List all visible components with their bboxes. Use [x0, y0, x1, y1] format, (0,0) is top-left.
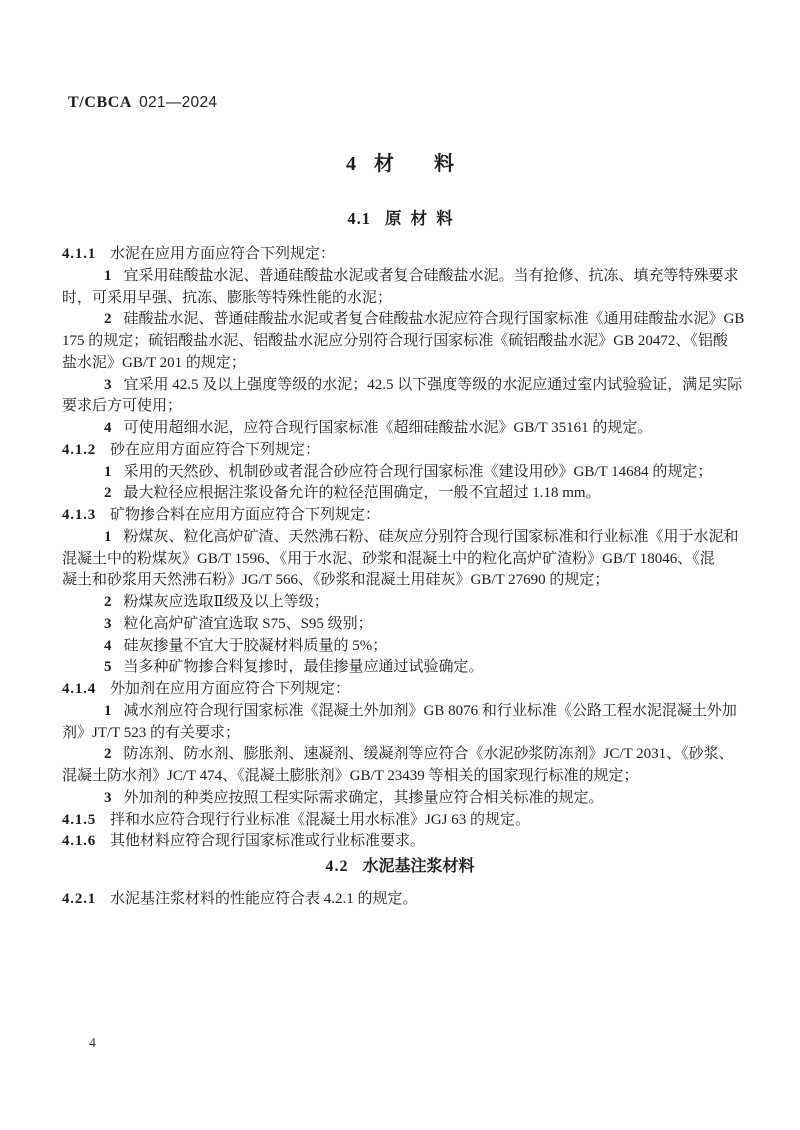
text-line	[62, 549, 715, 571]
clause-number: 4.1.1	[62, 246, 96, 262]
page-number: 4	[89, 1036, 96, 1051]
text-line	[62, 288, 708, 310]
clause-line	[62, 889, 708, 911]
list-item-line	[62, 788, 708, 810]
section-number: 4.1	[347, 209, 371, 228]
line-text: 粉煤灰、粒化高炉矿渣、天然沸石粉、硅灰应分别符合现行国家标准和行业标准《用于水泥和	[123, 528, 739, 545]
list-item-line	[62, 266, 739, 288]
section-number: 4.2	[325, 858, 349, 875]
line-text: 当多种矿物掺合料复掺时，最佳掺量应通过试验确定。	[123, 659, 484, 676]
line-text: 混凝土防水剂》JC/T 474、《混凝土膨胀剂》GB/T 23439 等相关的国家现行标准的规定；	[62, 768, 639, 784]
body-section-4-1	[62, 244, 745, 853]
clause-number: 2	[104, 746, 112, 763]
text-line	[62, 723, 708, 745]
line-text: 混凝土中的粉煤灰》GB/T 1596、《用于水泥、砂浆和混凝土中的粒化高炉矿渣粉》GB/T 18046、《混	[62, 550, 715, 567]
line-text: 防冻剂、防水剂、膨胀剂、速凝剂、缓凝剂等应符合《水泥砂浆防冻剂》JC/T 2031、《砂浆、	[123, 746, 734, 763]
body-section-4-2	[62, 889, 708, 911]
line-text: 外加剂的种类应按照工程实际需求确定，其掺量应符合相关标准的规定。	[123, 789, 604, 806]
line-text: 硅酸盐水泥、普通硅酸盐水泥或者复合硅酸盐水泥应符合现行国家标准《通用硅酸盐水泥》GB	[123, 311, 745, 328]
clause-number: 1	[104, 267, 112, 284]
chapter-number: 4	[346, 153, 356, 175]
line-text: 减水剂应符合现行国家标准《混凝土外加剂》GB 8076 和行业标准《公路工程水泥混凝土外加	[123, 702, 737, 719]
list-item-line	[62, 462, 713, 484]
list-item-line	[62, 657, 708, 679]
list-item-line	[62, 483, 708, 505]
list-item-line	[62, 701, 737, 723]
line-text: 最大粒径应根据注浆设备允许的粒径范围确定，一般不宜超过 1.18 mm。	[123, 485, 601, 502]
line-text: 宜采用硅酸盐水泥、普通硅酸盐水泥或者复合硅酸盐水泥。当有抢修、抗冻、填充等特殊要求	[123, 267, 739, 284]
list-item-line	[62, 309, 745, 331]
list-item-line	[62, 375, 743, 397]
text-line	[62, 766, 708, 788]
line-text: 砂在应用方面应符合下列规定：	[110, 441, 321, 458]
clause-line	[62, 505, 708, 527]
line-text: 拌和水应符合现行行业标准《混凝土用水标准》JGJ 63 的规定。	[110, 811, 531, 828]
clause-number: 4.1.3	[62, 507, 96, 523]
text-line	[62, 396, 708, 418]
line-text: 盐水泥》GB/T 201 的规定；	[62, 354, 246, 371]
list-item-line	[62, 418, 708, 440]
line-text: 可使用超细水泥，应符合现行国家标准《超细硅酸盐水泥》GB/T 35161 的规定。	[123, 420, 653, 436]
standard-number: 021—2024	[139, 94, 218, 111]
line-text: 水泥基注浆材料的性能应符合表 4.2.1 的规定。	[110, 891, 418, 907]
line-text: 其他材料应符合现行国家标准或行业标准要求。	[110, 833, 426, 850]
clause-number: 2	[104, 311, 112, 328]
clause-number: 1	[104, 528, 112, 545]
section-heading-4-1	[0, 208, 800, 230]
clause-line	[62, 831, 708, 853]
line-text: 宜采用 42.5 及以上强度等级的水泥；42.5 以下强度等级的水泥应通过室内试验验证，满足实际	[123, 376, 743, 393]
clause-number: 1	[104, 702, 112, 719]
line-text: 要求后方可使用；	[62, 398, 183, 415]
line-text: 水泥在应用方面应符合下列规定：	[110, 246, 336, 262]
clause-number: 4.1.5	[62, 811, 96, 828]
chapter-heading	[0, 152, 800, 176]
clause-number: 5	[104, 659, 112, 676]
clause-number: 3	[104, 615, 112, 632]
clause-number: 2	[104, 485, 112, 502]
list-item-line	[62, 636, 708, 658]
clause-number: 4	[104, 420, 112, 436]
clause-number: 1	[104, 463, 112, 480]
list-item-line	[62, 527, 739, 549]
clause-number: 4.2.1	[62, 891, 96, 907]
clause-number: 3	[104, 789, 112, 806]
line-text: 凝土和砂浆用天然沸石粉》JG/T 566、《砂浆和混凝土用硅灰》GB/T 27690 的规定；	[62, 572, 610, 589]
line-text: 175 的规定；硫铝酸盐水泥、铝酸盐水泥应分别符合现行国家标准《硫铝酸盐水泥》GB 20472、《铝酸	[62, 333, 728, 349]
list-item-line	[62, 592, 708, 614]
line-text: 时，可采用早强、抗冻、膨胀等特殊性能的水泥；	[62, 289, 393, 306]
list-item-line	[62, 744, 734, 766]
clause-number: 4	[104, 637, 112, 654]
clause-line	[62, 679, 708, 701]
line-text: 外加剂在应用方面应符合下列规定：	[110, 681, 351, 697]
page-header	[68, 94, 217, 112]
clause-number: 4.1.2	[62, 441, 96, 458]
line-text: 剂》JT/T 523 的有关要求；	[62, 724, 241, 741]
line-text: 采用的天然砂、机制砂或者混合砂应符合现行国家标准《建设用砂》GB/T 14684 的规定；	[123, 463, 713, 480]
clause-number: 3	[104, 376, 112, 393]
text-line	[62, 570, 708, 592]
section-heading-4-2	[0, 856, 800, 878]
list-item-line	[62, 614, 708, 636]
section-title: 原 材 料	[384, 209, 453, 228]
line-text: 硅灰掺量不宜大于胶凝材料质量的 5%；	[123, 637, 388, 654]
text-line	[62, 331, 728, 353]
clause-line	[62, 810, 708, 832]
standard-code: T/CBCA	[68, 94, 133, 111]
clause-number: 4.1.6	[62, 833, 96, 850]
line-text: 粉煤灰应选取Ⅱ级及以上等级；	[123, 594, 329, 610]
clause-number: 4.1.4	[62, 681, 96, 697]
clause-line	[62, 244, 708, 266]
section-title: 水泥基注浆材料	[362, 858, 475, 875]
line-text: 粒化高炉矿渣宜选取 S75、S95 级别；	[123, 615, 373, 632]
chapter-title: 材 料	[374, 153, 454, 175]
clause-number: 2	[104, 594, 112, 610]
line-text: 矿物掺合料在应用方面应符合下列规定：	[110, 507, 381, 523]
text-line	[62, 353, 708, 375]
clause-line	[62, 440, 708, 462]
